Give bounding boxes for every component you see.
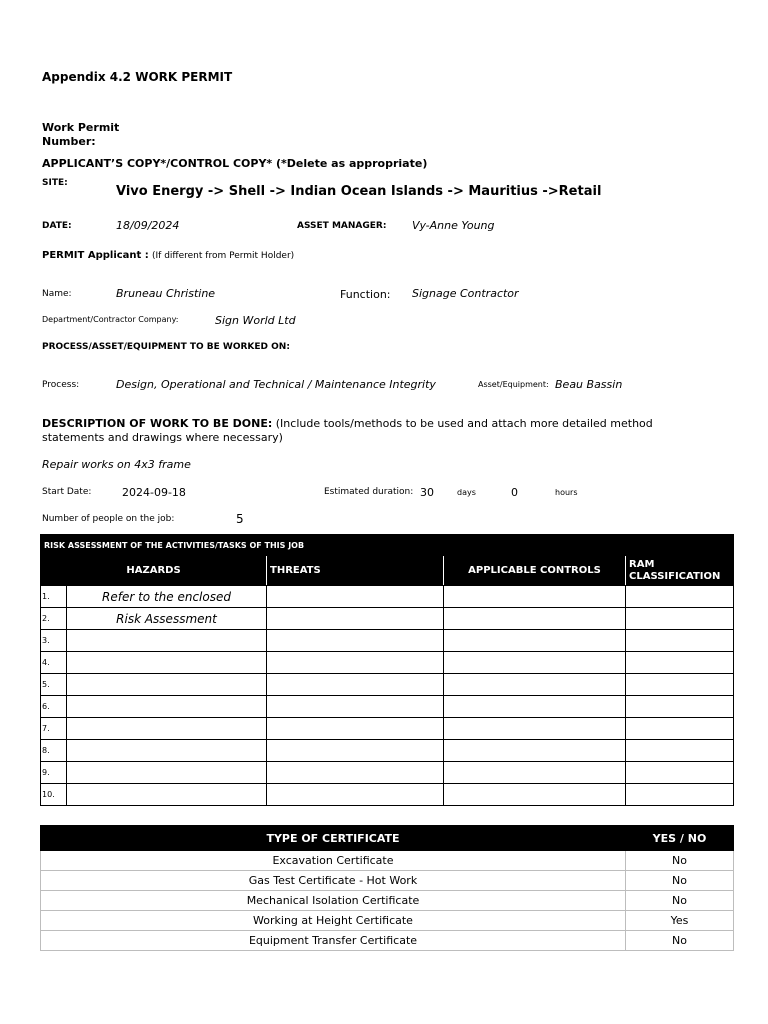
certificate-value: No xyxy=(626,931,734,951)
hazard-cell xyxy=(67,652,267,674)
certificate-name: Working at Height Certificate xyxy=(41,911,626,931)
description-heading: DESCRIPTION OF WORK TO BE DONE: xyxy=(42,417,273,430)
threat-cell xyxy=(267,586,444,608)
ram-header-line-1: RAM xyxy=(629,558,655,570)
certificate-value: Yes xyxy=(626,911,734,931)
department-value: Sign World Ltd xyxy=(215,314,296,327)
controls-header: APPLICABLE CONTROLS xyxy=(444,556,626,586)
certificate-header-row xyxy=(41,826,734,851)
certificate-value: No xyxy=(626,851,734,871)
row-number: 3. xyxy=(41,630,67,652)
table-row xyxy=(41,740,734,762)
threat-cell xyxy=(267,630,444,652)
process-label: Process: xyxy=(42,380,80,390)
control-cell xyxy=(444,784,626,806)
hazard-cell xyxy=(67,784,267,806)
certificate-row xyxy=(41,891,734,911)
function-label: Function: xyxy=(340,288,391,301)
hazard-cell xyxy=(67,630,267,652)
certificate-row xyxy=(41,851,734,871)
threat-cell xyxy=(267,674,444,696)
hazard-cell xyxy=(67,740,267,762)
threat-cell xyxy=(267,784,444,806)
estimated-duration-label: Estimated duration: xyxy=(324,487,414,497)
risk-title: RISK ASSESSMENT OF THE ACTIVITIES/TASKS OF THIS JOB xyxy=(41,535,734,556)
certificate-row xyxy=(41,871,734,891)
process-value: Design, Operational and Technical / Maintenance Integrity xyxy=(116,378,436,391)
table-row xyxy=(41,630,734,652)
control-cell xyxy=(444,652,626,674)
certificate-row xyxy=(41,931,734,951)
ram-cell xyxy=(626,696,734,718)
control-cell xyxy=(444,608,626,630)
permit-applicant-label: PERMIT Applicant : xyxy=(42,250,149,261)
permit-applicant-note: (If different from Permit Holder) xyxy=(152,251,295,261)
process-heading: PROCESS/ASSET/EQUIPMENT TO BE WORKED ON: xyxy=(42,342,290,352)
ram-cell xyxy=(626,762,734,784)
hazards-header: HAZARDS xyxy=(41,556,267,586)
permit-applicant-row xyxy=(42,250,294,261)
ram-cell xyxy=(626,586,734,608)
document-title: Appendix 4.2 WORK PERMIT xyxy=(42,70,233,84)
asset-equipment-value: Beau Bassin xyxy=(555,378,623,391)
control-cell xyxy=(444,696,626,718)
ram-cell xyxy=(626,740,734,762)
threat-cell xyxy=(267,718,444,740)
certificate-type-header: TYPE OF CERTIFICATE xyxy=(41,826,626,851)
name-label: Name: xyxy=(42,289,72,299)
certificate-value: No xyxy=(626,871,734,891)
certificate-name: Equipment Transfer Certificate xyxy=(41,931,626,951)
ram-cell xyxy=(626,718,734,740)
threats-header: THREATS xyxy=(267,556,444,586)
row-number: 8. xyxy=(41,740,67,762)
site-label: SITE: xyxy=(42,178,68,188)
description-block xyxy=(42,417,653,445)
row-number: 9. xyxy=(41,762,67,784)
ram-header-line-2: CLASSIFICATION xyxy=(629,570,721,582)
certificate-name: Mechanical Isolation Certificate xyxy=(41,891,626,911)
table-row xyxy=(41,784,734,806)
certificate-row xyxy=(41,911,734,931)
ram-cell xyxy=(626,608,734,630)
start-date-label: Start Date: xyxy=(42,487,92,497)
certificate-name: Excavation Certificate xyxy=(41,851,626,871)
table-row xyxy=(41,608,734,630)
control-cell xyxy=(444,630,626,652)
hazard-cell: Refer to the enclosed xyxy=(67,586,267,608)
description-note-1: (Include tools/methods to be used and attach more detailed method xyxy=(275,417,653,430)
department-label: Department/Contractor Company: xyxy=(42,315,179,324)
description-note-2: statements and drawings where necessary) xyxy=(42,431,283,444)
hours-label: hours xyxy=(555,488,578,497)
days-value: 30 xyxy=(420,486,434,499)
certificate-table xyxy=(40,825,734,951)
row-number: 10. xyxy=(41,784,67,806)
threat-cell xyxy=(267,608,444,630)
threat-cell xyxy=(267,740,444,762)
ram-cell xyxy=(626,784,734,806)
row-number: 5. xyxy=(41,674,67,696)
risk-header-row xyxy=(41,556,734,586)
yes-no-header: YES / NO xyxy=(626,826,734,851)
ram-cell xyxy=(626,674,734,696)
control-cell xyxy=(444,762,626,784)
table-row xyxy=(41,674,734,696)
hazard-cell xyxy=(67,696,267,718)
copy-type-label: APPLICANT’S COPY*/CONTROL COPY* (*Delete as appropriate) xyxy=(42,157,428,170)
control-cell xyxy=(444,586,626,608)
start-date-value: 2024-09-18 xyxy=(122,486,186,499)
description-value: Repair works on 4x3 frame xyxy=(42,458,191,471)
table-row xyxy=(41,652,734,674)
row-number: 4. xyxy=(41,652,67,674)
threat-cell xyxy=(267,762,444,784)
control-cell xyxy=(444,674,626,696)
date-label: DATE: xyxy=(42,221,72,231)
ram-cell xyxy=(626,630,734,652)
risk-assessment-table xyxy=(40,534,734,806)
row-number: 6. xyxy=(41,696,67,718)
days-label: days xyxy=(457,488,476,497)
permit-number-label: Work Permit Number: xyxy=(42,121,120,148)
date-value: 18/09/2024 xyxy=(116,219,180,232)
hazard-cell xyxy=(67,674,267,696)
risk-title-row xyxy=(41,535,734,556)
certificate-value: No xyxy=(626,891,734,911)
row-number: 2. xyxy=(41,608,67,630)
table-row xyxy=(41,586,734,608)
control-cell xyxy=(444,718,626,740)
site-value: Vivo Energy -> Shell -> Indian Ocean Islands -> Mauritius ->Retail xyxy=(116,184,602,199)
asset-equipment-label: Asset/Equipment: xyxy=(478,380,549,389)
asset-manager-value: Vy-Anne Young xyxy=(412,219,495,232)
ram-classification-header xyxy=(626,556,734,586)
people-value: 5 xyxy=(236,512,244,526)
threat-cell xyxy=(267,696,444,718)
table-row xyxy=(41,718,734,740)
certificate-name: Gas Test Certificate - Hot Work xyxy=(41,871,626,891)
table-row xyxy=(41,696,734,718)
ram-cell xyxy=(626,652,734,674)
function-value: Signage Contractor xyxy=(412,287,519,300)
hazard-cell xyxy=(67,718,267,740)
hazard-cell: Risk Assessment xyxy=(67,608,267,630)
hazard-cell xyxy=(67,762,267,784)
hours-value: 0 xyxy=(511,486,518,499)
threat-cell xyxy=(267,652,444,674)
control-cell xyxy=(444,740,626,762)
people-label: Number of people on the job: xyxy=(42,514,175,524)
row-number: 1. xyxy=(41,586,67,608)
name-value: Bruneau Christine xyxy=(116,287,216,300)
row-number: 7. xyxy=(41,718,67,740)
table-row xyxy=(41,762,734,784)
asset-manager-label: ASSET MANAGER: xyxy=(297,221,387,231)
